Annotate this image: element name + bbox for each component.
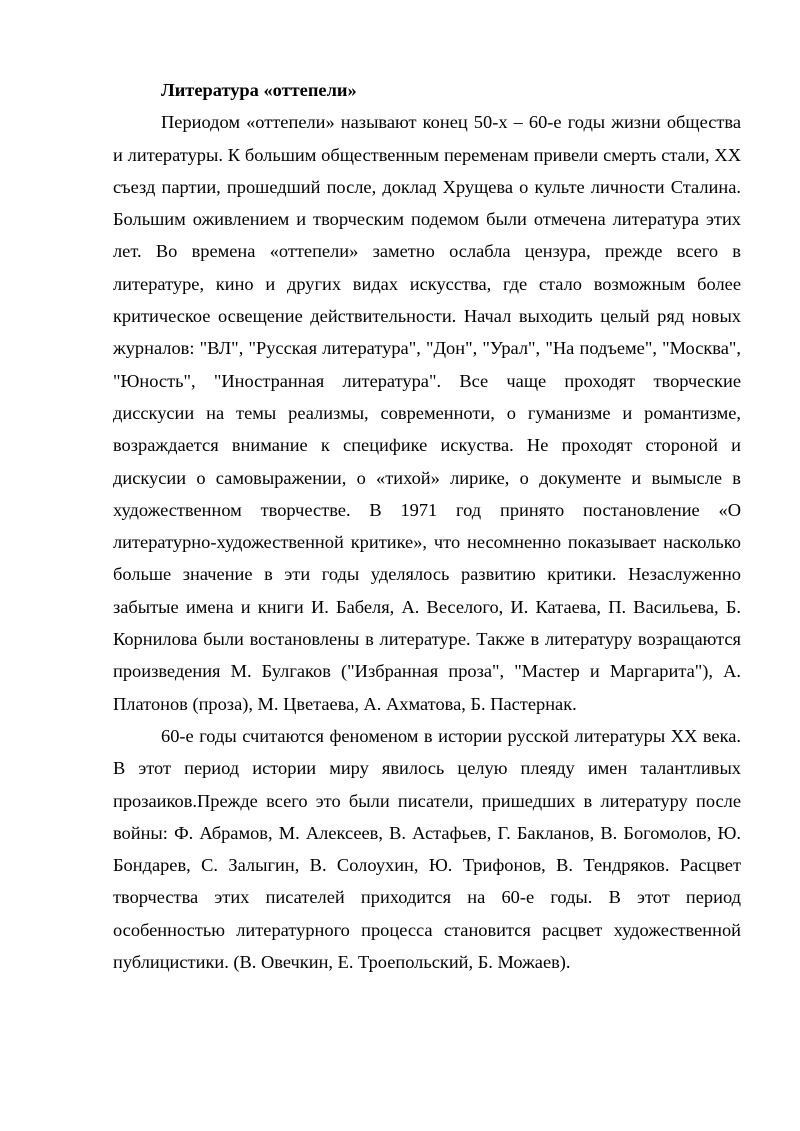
paragraph-1: Периодом «оттепели» называют конец 50-х – 60-е годы жизни общества и литературы. К большим общественным переменам привели смерть стали, ХХ съезд партии, прошедший после, доклад Хрущева о культе личности Сталина. Большим оживлением и творческим подемом были отмечена литература этих лет. Во времена «оттепели» заметно ослабла цензура, прежде всего в литературе, кино и других видах искусства, где стало возможным более критическое освещение действительности. Начал выходить целый ряд новых журналов: "ВЛ", "Русская литература", "Дон", "Урал", "На подъеме", "Москва", "Юность", "Иностранная литература". Все чаще проходят творческие дисскусии на темы реализмы, современноти, о гуманизме и романтизме, возраждается внимание к специфике искуства. Не проходят стороной и дискусии о самовыражении, о «тихой» лирике, о документе и вымысле в художественном творчестве. В 1971 год принято постановление «О литературно-художественной критике», что несомненно показывает насколько больше значение в эти годы уделялось развитию критики. Незаслуженно забытые имена и книги И. Бабеля, А. Веселого, И. Катаева, П. Васильева, Б. Корнилова были востановлены в литературе. Также в литературу возращаются произведения М. Булгаков ("Избранная проза", "Мастер и Маргарита"), А. Платонов (проза), М. Цветаева, А. Ахматова, Б. Пастернак. bbox=[113, 112, 741, 714]
section-heading: Литература «оттепели» bbox=[161, 80, 357, 100]
document-body bbox=[113, 74, 741, 978]
paragraph-2: 60-е годы считаются феноменом в истории русской литературы ХХ века. В этот период истории миру явилось целую плеяду имен талантливых прозаиков.Прежде всего это были писатели, пришедших в литературу после войны: Ф. Абрамов, М. Алексеев, В. Астафьев, Г. Бакланов, В. Богомолов, Ю. Бондарев, С. Залыгин, В. Солоухин, Ю. Трифонов, В. Тендряков. Расцвет творчества этих писателей приходится на 60-е годы. В этот период особенностью литературного процесса становится расцвет художественной публицистики. (В. Овечкин, Е. Троепольский, Б. Можаев). bbox=[113, 725, 741, 973]
